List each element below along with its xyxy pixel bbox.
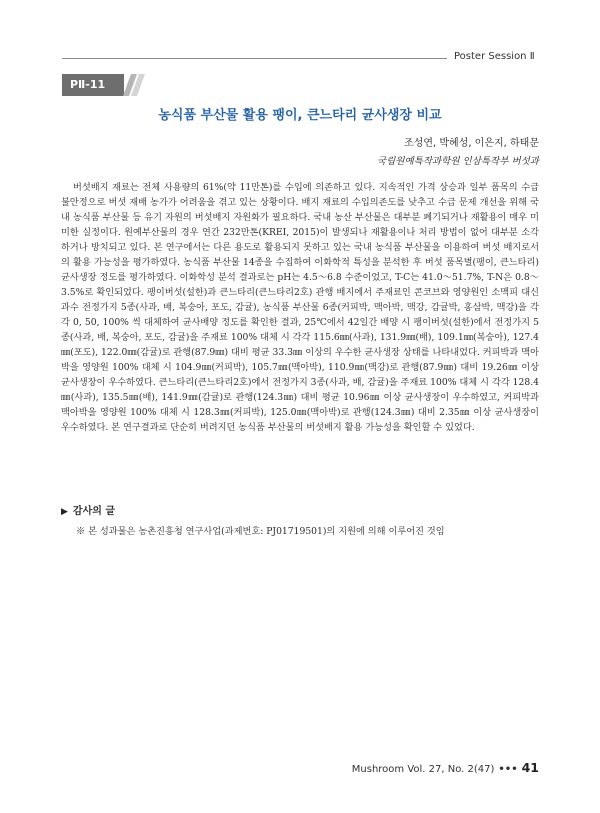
author-list: 조성연, 박혜성, 이은지, 하태문 <box>404 138 539 149</box>
triangle-bullet-icon: ▶ <box>61 507 68 517</box>
paper-title: 농식품 부산물 활용 팽이, 큰느타리 균사생장 비교 <box>158 108 442 123</box>
session-label: Poster Session Ⅱ <box>454 51 535 62</box>
acknowledgement-heading-label: 감사의 글 <box>72 506 116 517</box>
acknowledgement-heading <box>61 502 115 517</box>
acknowledgement-text: ※ 본 성과물은 농촌진흥청 연구사업(과제번호: PJ01719501)의 지원에 의해 이루어진 것임 <box>76 526 445 537</box>
abstract-body: 버섯배지 재료는 전체 사용량의 61%(약 11만톤)를 수입에 의존하고 있다. 지속적인 가격 상승과 일부 품목의 수급 불안정으로 버섯 재배 농가가 어려움을 겪고 있는 상황이다. 배지 재료의 수입의존도를 낮추고 수급 문제 개선을 위해 국내 농식품 부산물 등 유기 자원의 버섯배지 자원화가 필요하다. 국내 농산 부산물은 대부분 폐기되거나 재활용이 매우 미미한 실정이다. 원예부산물의 경우 연간 232만톤(KREI, 2015)이 발생되나 재활용이나 처리 방법이 없어 대부분 소각하거나 방치되고 있다. 본 연구에서는 다른 용도로 활용되지 못하고 있는 국내 농식품 부산물을 이용하여 버섯 배지로서의 활용 가능성을 평가하였다. 농식품 부산물 14종을 수집하여 이화학적 특성을 분석한 후 버섯 품목별(팽이, 큰느타리) 균사생장 정도를 평가하였다. 이화학성 분석 결과로는 pH는 4.5～6.8 수준이었고, T-C는 41.0～51.7%, T-N은 0.8～3.5%로 확인되었다. 팽이버섯(설한)과 큰느타리(큰느타리2호) 관행 배지에서 주재료인 콘코브와 영양원인 소맥피 대신 과수 전정가지 5종(사과, 배, 복숭아, 포도, 감귤), 농식품 부산물 6종(커피박, 맥아박, 맥강, 감귤박, 홍삼박, 맥강)을 각각 0, 50, 100% 씩 대체하여 균사배양 정도를 확인한 결과, 25℃에서 42일간 배양 시 팽이버섯(설한)에서 전정가지 5종(사과, 배, 복숭아, 포도, 감귤)을 주재료 100% 대체 시 각각 115.6㎜(사과), 131.9㎜(배), 109.1㎜(복숭아), 127.4㎜(포도), 122.0㎜(감귤)로 관행(87.9㎜) 대비 평균 33.3㎜ 이상의 우수한 균사생장 상태를 나타내었다. 커피박과 맥아박을 영양원 100% 대체 시 104.9㎜(커피박), 105.7㎜(맥아박), 110.9㎜(맥강)로 관행(87.9㎜) 대비 19.26㎜ 이상 균사생장이 우수하였다. 큰느타리(큰느타리2호)에서 전정가지 3종(사과, 배, 감귤)을 주재료 100% 대체 시 각각 128.4㎜(사과), 135.5㎜(배), 141.9㎜(감귤)로 관행(124.3㎜) 대비 평균 10.96㎜ 이상 균사생장이 우수하였고, 커피박과 맥아박을 영양원 100% 대체 시 128.3㎜(커피박), 125.0㎜(맥아박)로 관행(124.3㎜) 대비 2.35㎜ 이상 균사생장이 우수하였다. 본 연구결과로 단순히 버려지던 농식품 부산물의 버섯배지 활용 가능성을 확인할 수 있었다. <box>61 182 539 433</box>
journal-citation: Mushroom Vol. 27, No. 2(47) <box>351 764 495 775</box>
page-number: 41 <box>521 760 539 775</box>
affiliation: 국립원예특작과학원 인삼특작부 버섯과 <box>376 156 539 167</box>
footer-dots: ••• <box>498 764 518 775</box>
page-footer <box>352 760 539 775</box>
header-rule <box>62 58 447 59</box>
poster-code-badge: PⅡ-11 <box>62 74 124 96</box>
